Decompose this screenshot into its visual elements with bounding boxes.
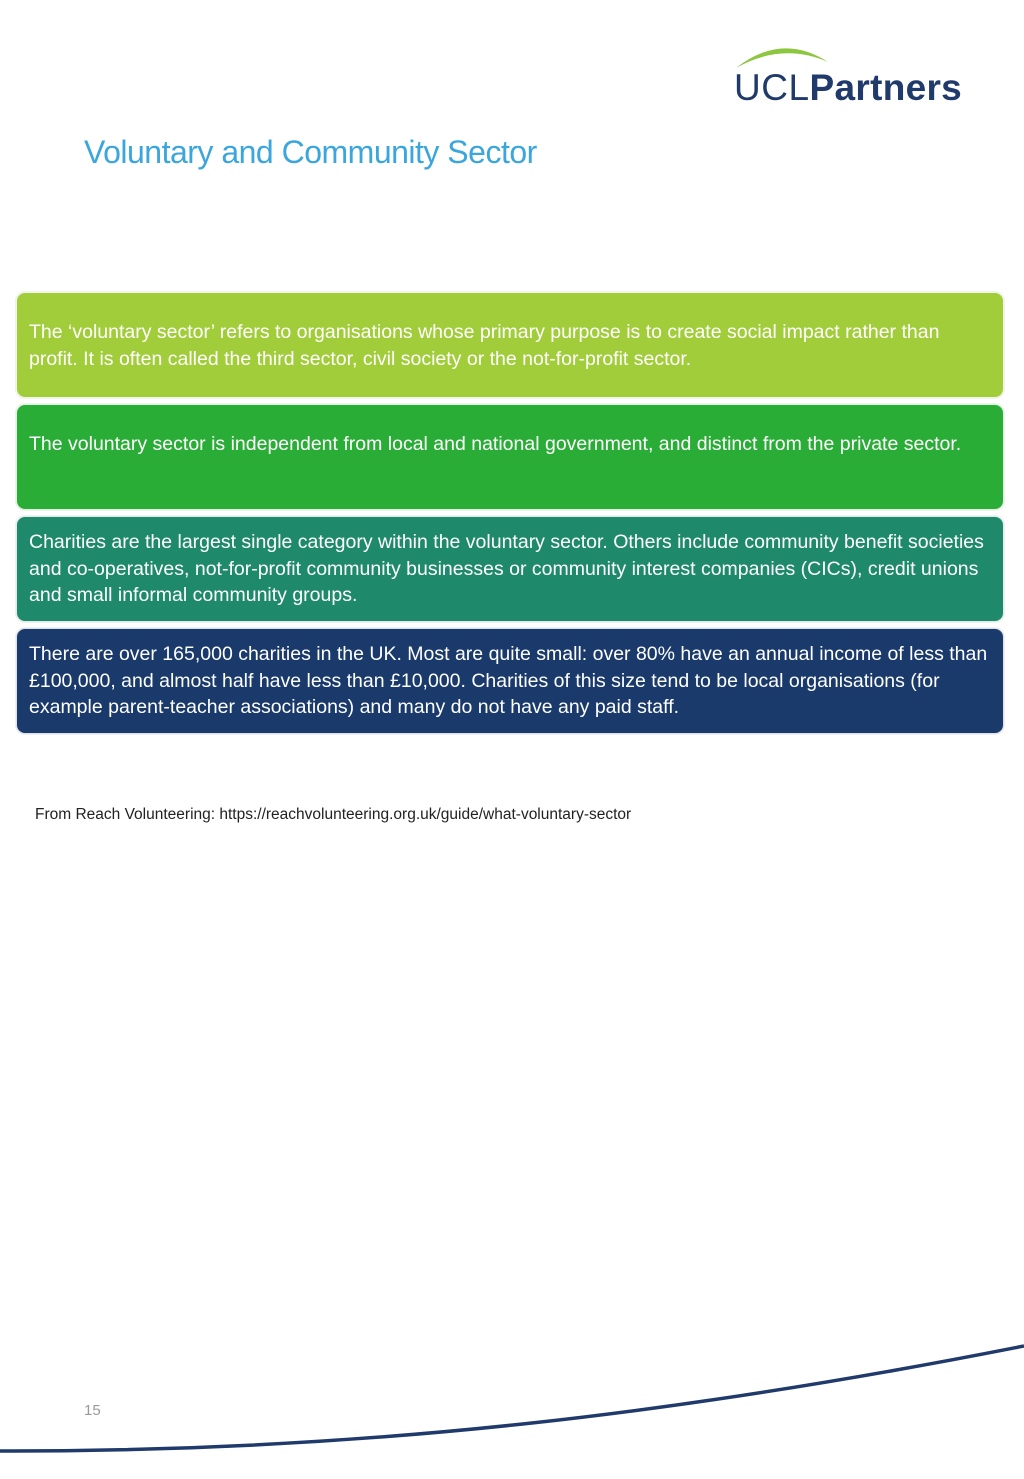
info-box-charities	[16, 516, 1004, 622]
logo-text-partners: Partners	[809, 67, 963, 108]
logo-text-ucl: UCL	[734, 67, 810, 108]
info-box-independence	[16, 404, 1004, 510]
page-number: 15	[84, 1402, 101, 1419]
info-box-text: There are over 165,000 charities in the UK. Most are quite small: over 80% have an annual income of less than £100,000, and almost half have less than £10,000. Charities of this size tend to be local organisations (for example parent-teacher associations) and many do not have any paid staff.	[29, 643, 988, 718]
page-title: Voluntary and Community Sector	[84, 134, 537, 170]
footer-swoosh-decoration	[0, 1330, 1024, 1470]
info-box-text: Charities are the largest single category within the voluntary sector. Others include community benefit societies and co-operatives, not-for-profit community businesses or community interest companies (CICs), credit unions and small informal community groups.	[29, 531, 984, 606]
source-citation: From Reach Volunteering: https://reachvolunteering.org.uk/guide/what-voluntary-sector	[35, 806, 632, 823]
info-box-definition	[16, 292, 1004, 398]
info-box-statistics	[16, 628, 1004, 734]
logo-wordmark	[734, 66, 962, 110]
uclpartners-logo	[732, 40, 972, 112]
info-box-list	[16, 292, 1004, 740]
info-box-text: The ‘voluntary sector’ refers to organisations whose primary purpose is to create social impact rather than profit. It is often called the third sector, civil society or the not-for-profit sector.	[29, 321, 940, 370]
info-box-text: The voluntary sector is independent from local and national government, and distinct from the private sector.	[29, 433, 962, 455]
